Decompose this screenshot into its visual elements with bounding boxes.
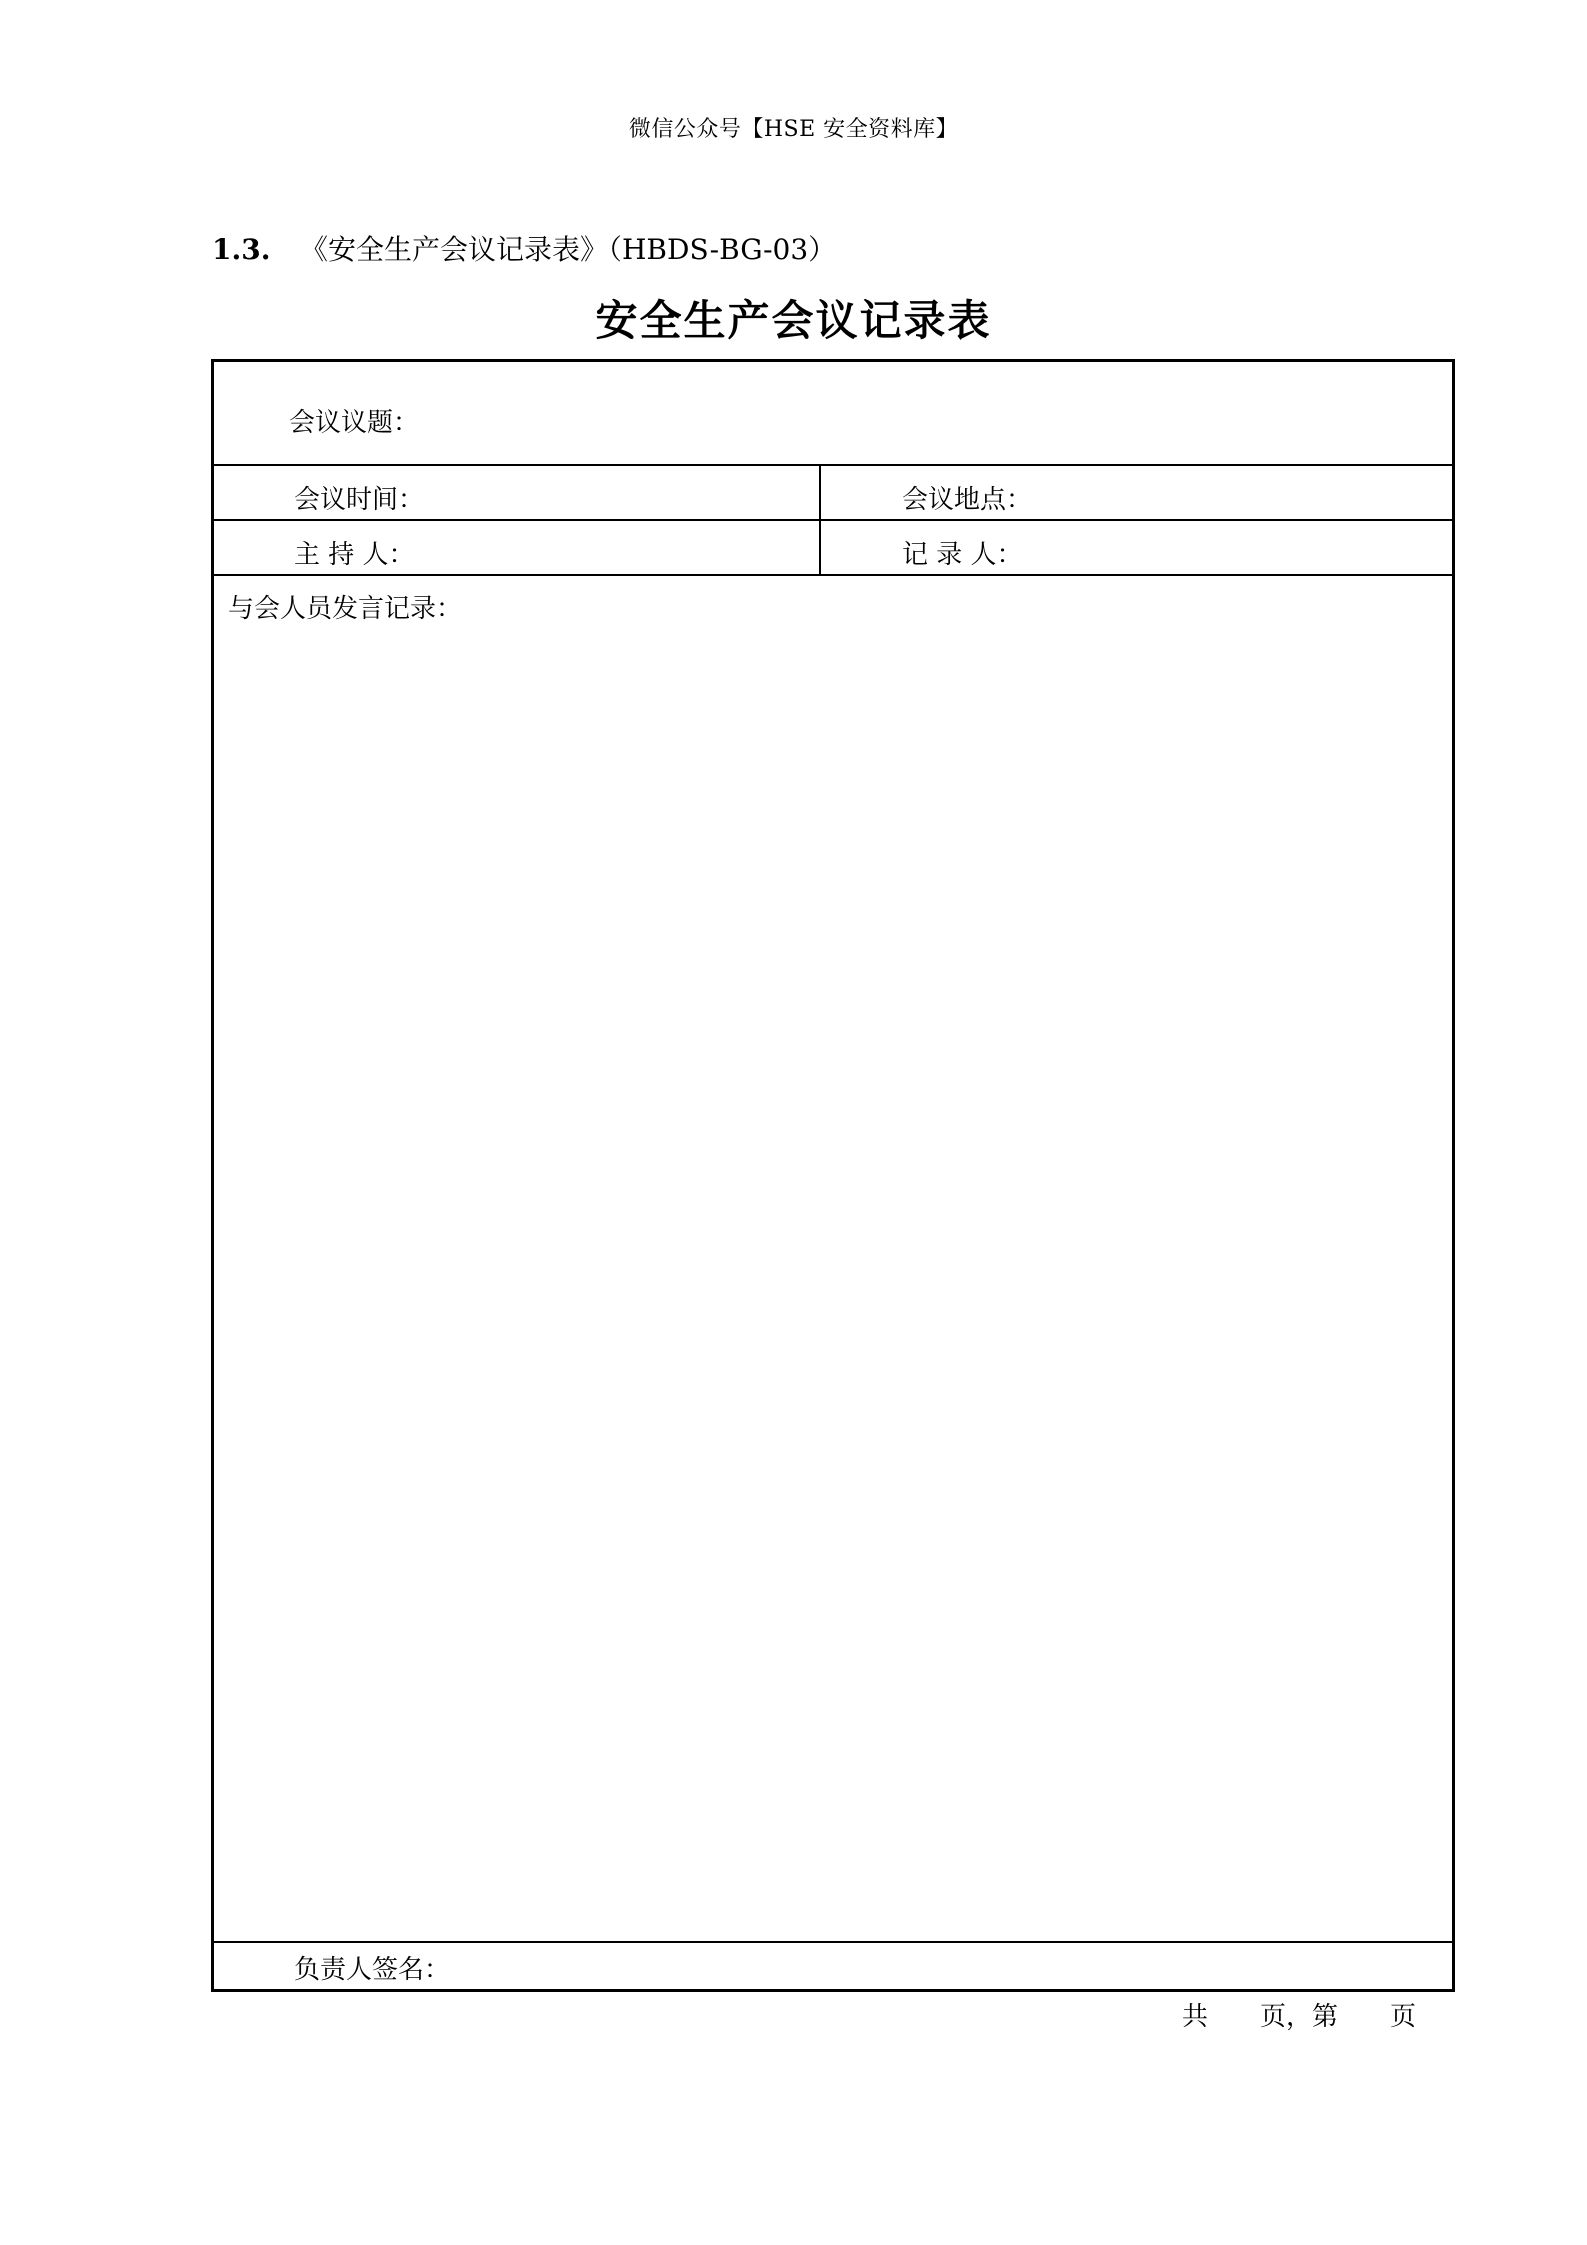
- record-label: 与会人员发言记录：: [228, 594, 463, 624]
- section-heading: [212, 228, 836, 268]
- time-location-row: [214, 466, 1452, 521]
- section-number: 1.3.: [212, 233, 271, 266]
- topic-row[interactable]: [214, 362, 1452, 466]
- time-label: 会议时间：: [294, 485, 425, 515]
- header-watermark: 微信公众号【HSE 安全资料库】: [628, 117, 959, 142]
- page-count: 共 页，第 页: [1182, 2002, 1417, 2032]
- topic-label: 会议议题：: [289, 408, 420, 438]
- signature-row[interactable]: [214, 1943, 1452, 1989]
- section-title: 《安全生产会议记录表》（HBDS-BG-03）: [300, 233, 837, 266]
- column-divider: [819, 521, 821, 574]
- column-divider: [819, 466, 821, 519]
- location-label: 会议地点：: [902, 485, 1033, 515]
- host-label: 主 持 人：: [294, 540, 415, 570]
- meeting-record-form: [211, 359, 1455, 1992]
- signature-label: 负责人签名：: [294, 1955, 451, 1985]
- host-recorder-row: [214, 521, 1452, 576]
- speech-record-area[interactable]: [214, 576, 1452, 1943]
- recorder-label: 记 录 人：: [902, 540, 1023, 570]
- document-title: 安全生产会议记录表: [595, 296, 992, 345]
